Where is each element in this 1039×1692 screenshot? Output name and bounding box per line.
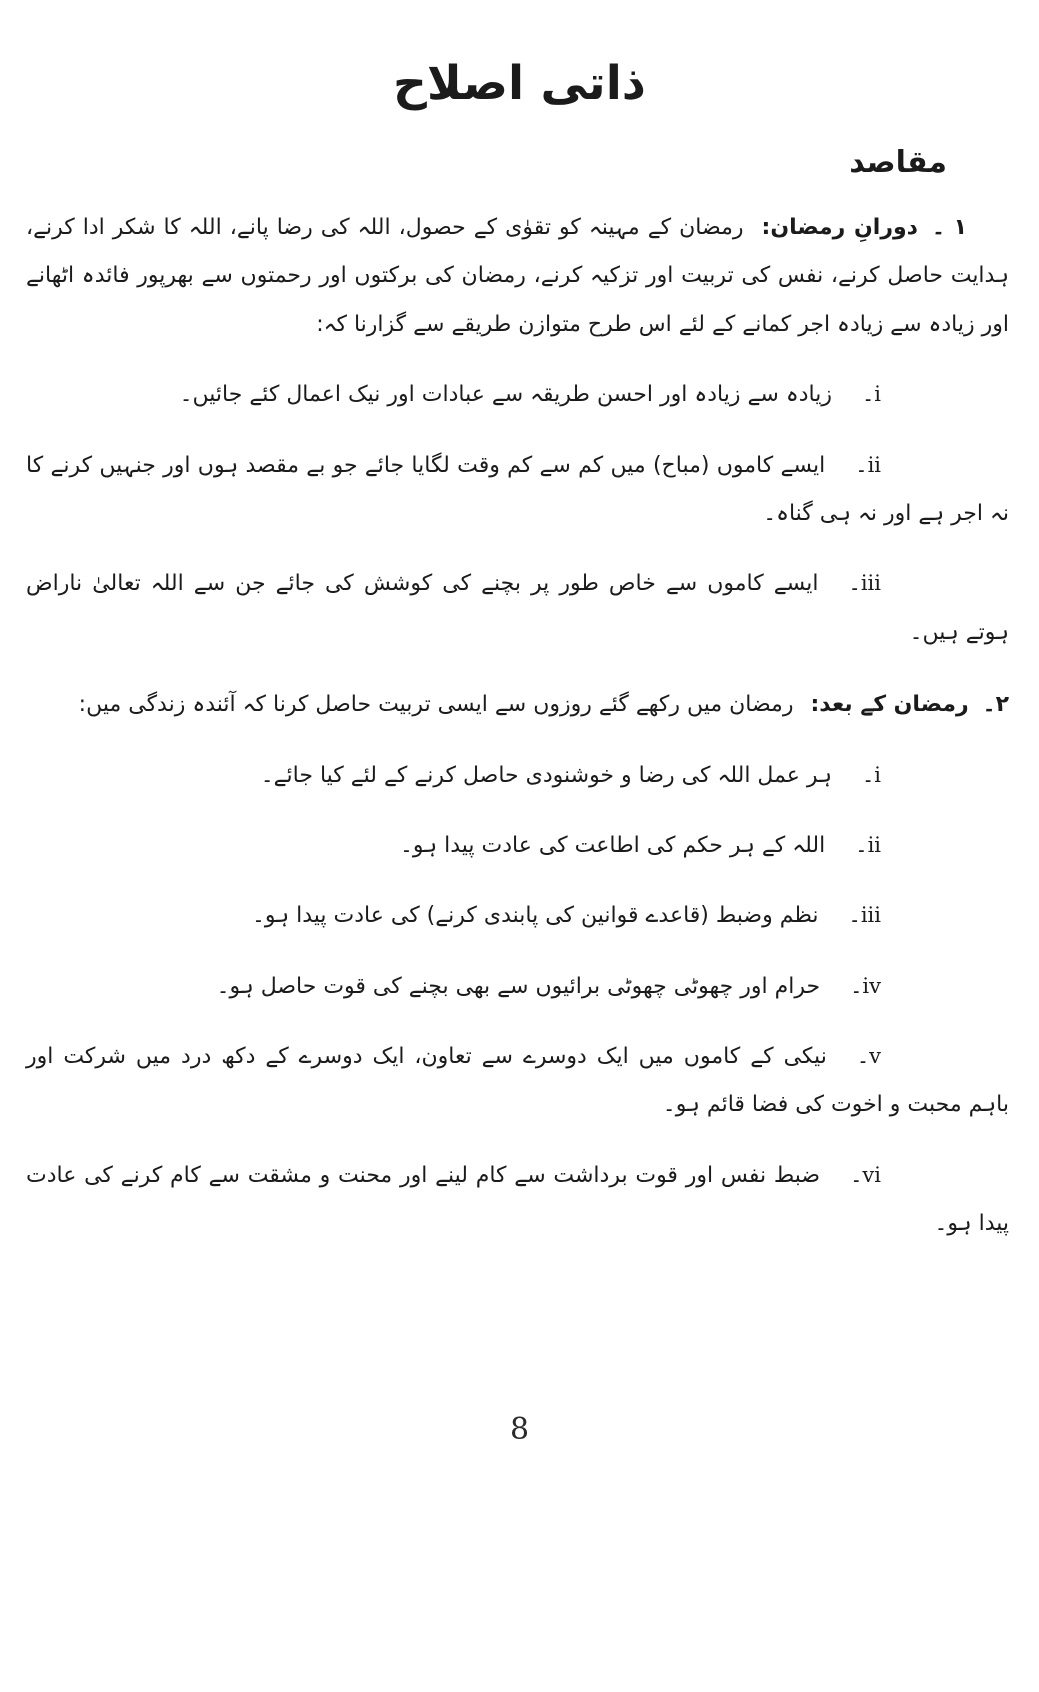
section-2-item-iii [26,892,1009,940]
section-2-item-iv [26,963,1009,1011]
section-2-item-vi [26,1152,1009,1249]
section-2 [26,681,1009,1249]
section-2-item-i [26,752,1009,800]
section-1-item-iii [26,560,1009,657]
section-2-item-iii-text: نظم وضبط (قاعدے قوانین کی پابندی کرنے) کی عادت پیدا ہو۔ [251,903,819,929]
section-2-item-iv-text: حرام اور چھوٹی چھوٹی برائیوں سے بھی بچنے کی قوت حاصل ہو۔ [216,973,821,999]
section-1-label: دورانِ رمضان: [761,215,918,240]
section-1-number: ۱ ۔ [931,215,967,240]
section-1-item-ii [26,442,1009,539]
section-2-item-iii-marker: iii۔ [848,903,881,928]
section-1-intro [26,204,1009,349]
section-1-item-i-marker: i۔ [861,382,881,407]
section-1-item-ii-text: ایسے کاموں (مباح) میں کم سے کم وقت لگایا جائے جو بے مقصد ہوں اور جنہیں کرنے کا نہ اجر ہے اور نہ ہی گناہ۔ [26,452,1009,526]
section-1-item-iii-marker: iii۔ [848,571,881,596]
section-1-item-i-text: زیادہ سے زیادہ اور احسن طریقہ سے عبادات اور نیک اعمال کئے جائیں۔ [179,382,832,408]
section-2-number: ۲۔ [982,692,1009,718]
section-2-item-v [26,1033,1009,1130]
section-2-item-vi-marker: vi۔ [850,1162,881,1187]
section-2-item-ii [26,822,1009,870]
section-2-item-i-text: ہر عمل اللہ کی رضا و خوشنودی حاصل کرنے کے لئے کیا جائے۔ [260,762,832,788]
objectives-heading: مقاصد [849,145,947,180]
section-2-item-ii-text: اللہ کے ہر حکم کی اطاعت کی عادت پیدا ہو۔ [399,832,826,858]
section-2-item-iv-marker: iv۔ [850,973,881,998]
section-2-item-vi-text: ضبط نفس اور قوت برداشت سے کام لینے اور محنت و مشقت سے کام کرنے کی عادت پیدا ہو۔ [26,1162,1009,1237]
page-body [0,204,1039,1249]
page-number: 8 [509,1412,530,1447]
section-1-item-ii-marker: ii۔ [855,452,881,477]
section-1-intro-text: رمضان کے مہینہ کو تقوٰی کے حصول، اللہ کی رضا پانے، اللہ کا شکر ادا کرنے، ہدایت حاصل کرنے، نفس کی تربیت اور تزکیہ کرنے، رمضان کی برکتوں اور رحمتوں سے بھرپور فائدہ اٹھانے اور زیادہ سے زیادہ اجر کمانے کے لئے اس طرح متوازن طریقے سے گزارنا کہ: [26,215,1009,337]
section-2-item-ii-marker: ii۔ [855,832,881,857]
section-1-item-iii-text: ایسے کاموں سے خاص طور پر بچنے کی کوشش کی جائے جن سے اللہ تعالیٰ ناراض ہوتے ہیں۔ [26,571,1009,645]
section-2-label: رمضان کے بعد: [810,692,969,718]
section-2-item-i-marker: i۔ [861,762,881,787]
section-2-item-v-marker: v۔ [856,1044,881,1069]
section-2-item-v-text: نیکی کے کاموں میں ایک دوسرے سے تعاون، ایک دوسرے کے دکھ درد میں شرکت اور باہم محبت و اخوت کی فضا قائم ہو۔ [26,1044,1009,1118]
section-1-item-i [26,371,1009,419]
page-title: ذاتی اصلاح [393,56,646,111]
section-2-intro-text: رمضان میں رکھے گئے روزوں سے ایسی تربیت حاصل کرنا کہ آئندہ زندگی میں: [78,692,794,718]
section-2-intro [26,681,1009,729]
